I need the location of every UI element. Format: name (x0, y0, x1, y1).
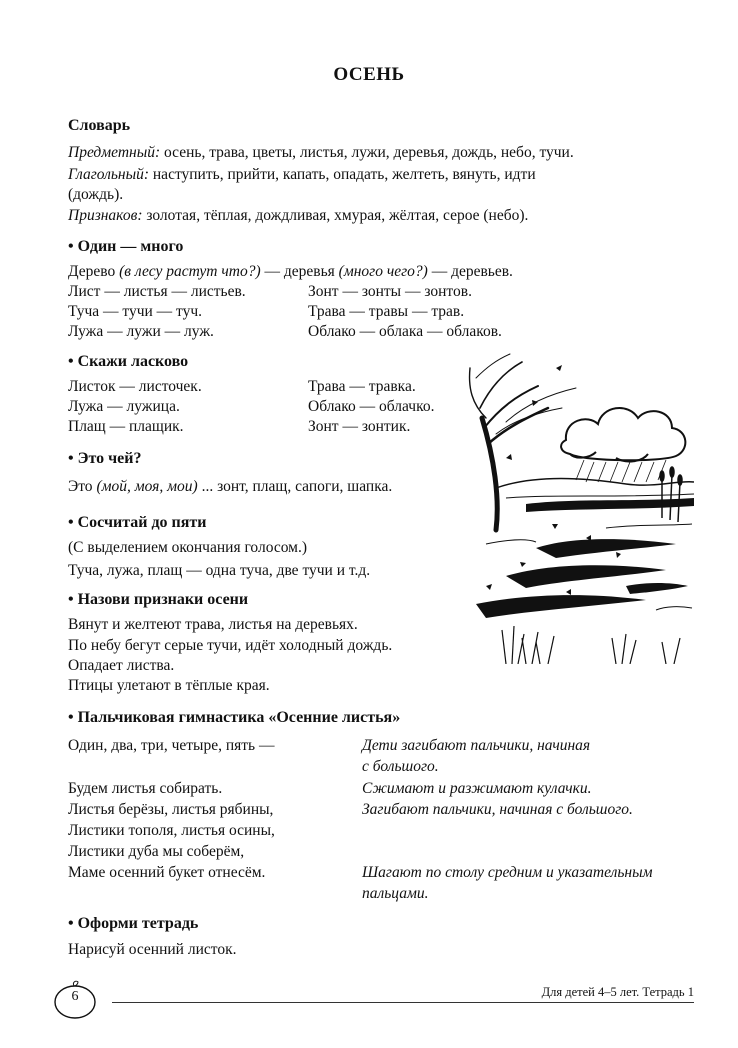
section-heading-laskovo: • Скажи ласково (68, 353, 188, 371)
section-heading-slovar: Словарь (68, 117, 131, 134)
text-part: — деревья (260, 263, 339, 280)
slovar-priznak (68, 206, 528, 226)
page-number: 6 (71, 989, 79, 1004)
gimnastika-left-4: Листики тополя, листья осины, (68, 822, 275, 839)
priznak-label: Признаков: (68, 207, 143, 224)
odin-mnogo-right-1: Зонт — зонты — зонтов. (308, 283, 472, 300)
soschitai-line1: (С выделением окончания голосом.) (68, 539, 308, 556)
slovar-predmet (68, 143, 574, 163)
text-part: Дерево (68, 263, 120, 280)
footer-divider (112, 1002, 694, 1003)
glagol-label: Глагольный: (68, 166, 150, 183)
odin-mnogo-left-2: Туча — тучи — туч. (68, 303, 203, 320)
glagol-text: наступить, прийти, капать, опадать, желтеть, вянуть, идти (149, 166, 536, 183)
text-part: ... зонт, плащ, сапоги, шапка. (197, 478, 393, 495)
priznaki-line-1: Вянут и желтеют трава, листья на деревьях. (68, 616, 358, 633)
predmet-label: Предметный: (68, 144, 161, 161)
river-icon (476, 539, 688, 618)
laskovo-left-3: Плащ — плащик. (68, 418, 184, 435)
odin-mnogo-left-3: Лужа — лужи — луж. (68, 323, 214, 340)
odin-mnogo-right-3: Облако — облака — облаков. (308, 323, 502, 340)
text-part-italic: (в лесу растут что?) (119, 263, 261, 280)
gimnastika-left-3: Листья берёзы, листья рябины, (68, 801, 274, 818)
gimnastika-right-2: с большого. (362, 758, 439, 775)
section-heading-odin-mnogo: • Один — много (68, 238, 183, 256)
autumn-landscape-illustration (466, 348, 694, 664)
gimnastika-left-6: Маме осенний букет отнесём. (68, 864, 266, 881)
predmet-text: осень, трава, цветы, листья, лужи, деревья, дождь, небо, тучи. (160, 144, 574, 161)
text-part-italic: (мой, моя, мои) (96, 478, 198, 495)
footer-text: Для детей 4–5 лет. Тетрадь 1 (541, 985, 694, 999)
reed-icon (660, 467, 682, 522)
slovar-glagol (68, 165, 536, 185)
odin-mnogo-right-2: Трава — травы — трав. (308, 303, 465, 320)
laskovo-right-1: Трава — травка. (308, 378, 416, 395)
gimnastika-right-4: Загибают пальчики, начиная с большого. (362, 801, 633, 818)
section-heading-soschitai: • Сосчитай до пяти (68, 514, 207, 532)
odin-mnogo-line1 (68, 262, 513, 282)
grass-icon (502, 626, 680, 664)
laskovo-right-2: Облако — облачко. (308, 398, 435, 415)
gimnastika-right-6: пальцами. (362, 885, 429, 902)
text-part-italic: (много чего?) (338, 263, 428, 280)
gimnastika-left-2: Будем листья собирать. (68, 780, 223, 797)
oformi-line: Нарисуй осенний листок. (68, 941, 237, 958)
gimnastika-right-3: Сжимают и разжимают кулачки. (362, 780, 592, 797)
section-heading-gimnastika: • Пальчиковая гимнастика «Осенние листья» (68, 709, 400, 727)
slovar-glagol-cont: (дождь). (68, 186, 124, 203)
priznaki-line-3: Опадает листва. (68, 657, 175, 674)
rain-icon (576, 460, 666, 482)
gimnastika-right-5: Шагают по столу средним и указательным (362, 864, 653, 881)
soschitai-line2: Туча, лужа, плащ — одна туча, две тучи и т.д. (68, 562, 371, 579)
page-title: ОСЕНЬ (333, 64, 405, 85)
priznaki-line-4: Птицы улетают в тёплые края. (68, 677, 270, 694)
gimnastika-right-1: Дети загибают пальчики, начиная (362, 737, 591, 754)
laskovo-right-3: Зонт — зонтик. (308, 418, 411, 435)
laskovo-left-2: Лужа — лужица. (68, 398, 180, 415)
laskovo-left-1: Листок — листочек. (68, 378, 202, 395)
section-heading-oformi: • Оформи тетрадь (68, 915, 198, 933)
section-heading-priznaki: • Назови признаки осени (68, 591, 248, 609)
gimnastika-left-5: Листики дуба мы соберём, (68, 843, 245, 860)
text-part: — деревьев. (427, 263, 513, 280)
odin-mnogo-left-1: Лист — листья — листьев. (68, 283, 246, 300)
gimnastika-left-1: Один, два, три, четыре, пять — (68, 737, 275, 754)
text-part: Это (68, 478, 97, 495)
priznaki-line-2: По небу бегут серые тучи, идёт холодный дождь. (68, 637, 393, 654)
leaf-icon (486, 365, 621, 595)
chei-line (68, 477, 392, 497)
priznak-text: золотая, тёплая, дождливая, хмурая, жёлтая, серое (небо). (142, 207, 529, 224)
cloud-icon (561, 408, 685, 462)
section-heading-chei: • Это чей? (68, 450, 141, 468)
